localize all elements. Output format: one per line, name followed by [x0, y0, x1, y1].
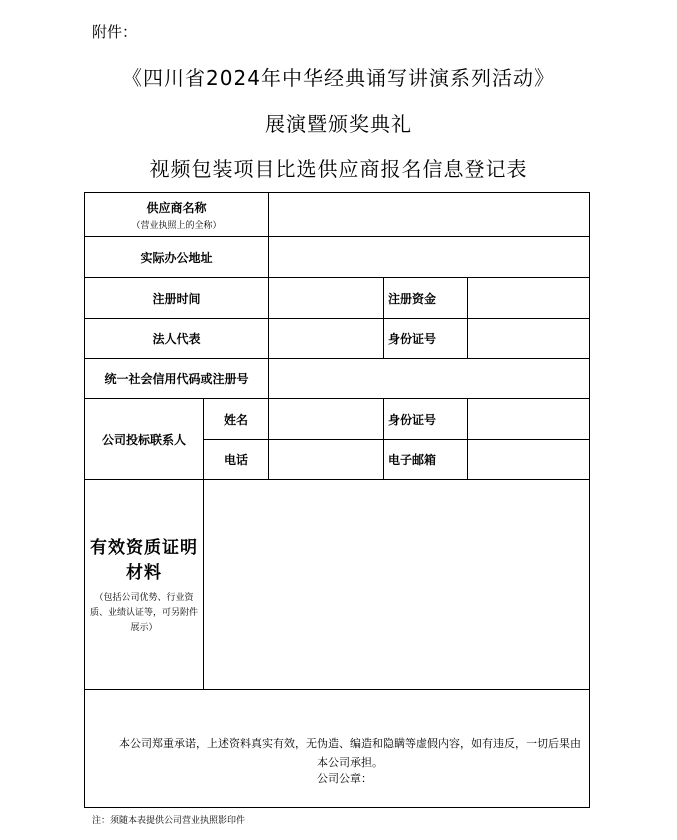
promise-cell: [85, 690, 590, 808]
registered-capital-label: 注册资金: [384, 278, 468, 319]
title-line-2: 展演暨颁奖典礼: [265, 112, 412, 136]
registered-capital-field[interactable]: [468, 278, 590, 319]
registration-form: [84, 192, 590, 808]
registration-date-field[interactable]: [269, 278, 384, 319]
contact-id-number-label: 身份证号: [384, 399, 468, 440]
legal-rep-field[interactable]: [269, 319, 384, 359]
credit-code-label: 统一社会信用代码或注册号: [85, 359, 269, 399]
contact-email-field[interactable]: [468, 440, 590, 480]
qualification-field[interactable]: [204, 480, 590, 690]
office-address-field[interactable]: [269, 237, 590, 278]
attachment-label: 附件：: [92, 23, 138, 41]
supplier-name-label: [85, 193, 269, 237]
id-number-field[interactable]: [468, 319, 590, 359]
qualification-title: 有效资质证明材料: [90, 538, 198, 583]
footnote: 注：须随本表提供公司营业执照影印件: [92, 816, 246, 826]
title-line-1: 《四川省2024年中华经典诵写讲演系列活动》: [122, 66, 555, 90]
title-line-3: 视频包装项目比选供应商报名信息登记表: [149, 157, 528, 181]
contact-name-label: 姓名: [204, 399, 269, 440]
supplier-name-note: （营业执照上的全称）: [131, 220, 222, 231]
contact-id-number-field[interactable]: [468, 399, 590, 440]
office-address-label: 实际办公地址: [85, 237, 269, 278]
contact-phone-label: 电话: [204, 440, 269, 480]
qualification-note: （包括公司优势、行业资质、业绩认证等，可另附件展示）: [89, 593, 198, 633]
legal-rep-label: 法人代表: [85, 319, 269, 359]
contact-name-field[interactable]: [269, 399, 384, 440]
contact-email-label: 电子邮箱: [384, 440, 468, 480]
credit-code-field[interactable]: [269, 359, 590, 399]
supplier-name-field[interactable]: [269, 193, 590, 237]
qualification-label: [85, 480, 204, 690]
id-number-label: 身份证号: [384, 319, 468, 359]
bid-contact-label: 公司投标联系人: [85, 399, 204, 480]
supplier-name-text: 供应商名称: [146, 200, 207, 215]
contact-phone-field[interactable]: [269, 440, 384, 480]
promise-text: 本公司郑重承诺，上述资料真实有效，无伪造、编造和隐瞒等虚假内容，如有违反，一切后果由本公司承担。: [119, 736, 582, 769]
registration-date-label: 注册时间: [85, 278, 269, 319]
company-seal-label: 公司公章：: [317, 772, 372, 785]
